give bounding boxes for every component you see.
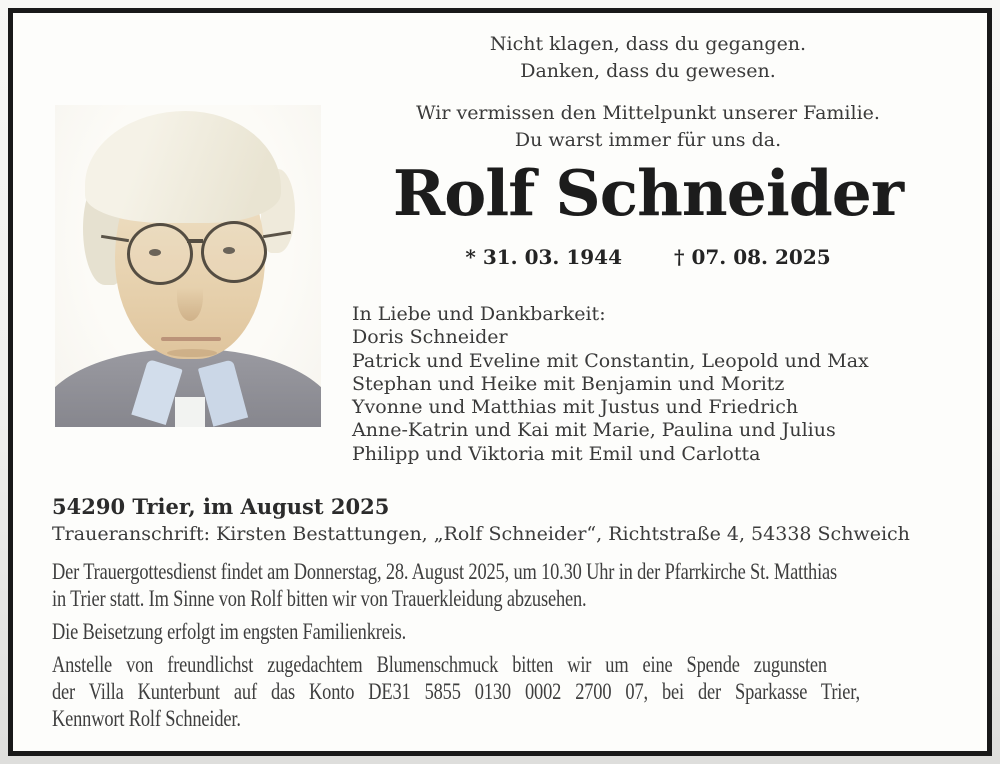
mourning-address: Traueranschrift: Kirsten Bestattungen, „Rolf Schneider“, Richtstraße 4, 54338 Schweich (52, 523, 910, 545)
family-intro: In Liebe und Dankbarkeit: (352, 303, 606, 325)
verse-line: Nicht klagen, dass du gegangen. (489, 33, 807, 55)
family-member: Anne-Katrin und Kai mit Marie, Paulina und Julius (352, 419, 836, 442)
deceased-name: Rolf Schneider (392, 156, 904, 230)
death-cross-symbol: † (674, 245, 685, 269)
city-and-date: 54290 Trier, im August 2025 (52, 494, 390, 519)
portrait-hair (85, 111, 281, 223)
birth-date (465, 244, 622, 270)
service-line: in Trier statt. Im Sinne von Rolf bitten wir von Trauerkleidung abzusehen. (52, 585, 587, 611)
tribute-text (343, 100, 953, 154)
death-date-value: 07. 08. 2025 (691, 245, 831, 269)
family-member: Yvonne und Matthias mit Justus und Friedrich (352, 396, 799, 419)
family-member: Philipp und Viktoria mit Emil und Carlotta (352, 442, 761, 465)
service-line: Der Trauergottesdienst findet am Donnerstag, 28. August 2025, um 10.30 Uhr in der Pfarrkirche St. Matthias (52, 559, 838, 584)
death-date (674, 244, 831, 270)
donation-info (52, 651, 1000, 732)
burial-line: Die Beisetzung erfolgt im engsten Familienkreis. (52, 619, 407, 644)
life-dates (343, 244, 953, 270)
portrait-photo (55, 105, 321, 427)
tribute-line: Du warst immer für uns da. (514, 129, 782, 151)
tribute-line: Wir vermissen den Mittelpunkt unserer Familie. (416, 102, 880, 124)
donation-line: Kennwort Rolf Schneider. (52, 706, 241, 731)
glasses-bridge (187, 239, 203, 243)
verse-line: Danken, dass du gewesen. (520, 60, 776, 82)
portrait-mouth (161, 337, 221, 341)
portrait-shirt (175, 397, 205, 427)
donation-line: Anstelle von freundlichst zugedachtem Blumenschmuck bitten wir um eine Spende zugunsten (52, 652, 827, 677)
burial-info (52, 619, 1000, 645)
birth-star-symbol: * (465, 245, 476, 269)
birth-date-value: 31. 03. 1944 (482, 245, 622, 269)
glasses-left-lens (127, 223, 193, 285)
portrait-chin-shadow (167, 349, 217, 357)
family-member: Patrick und Eveline mit Constantin, Leopold und Max (352, 349, 869, 372)
portrait-nose (177, 273, 203, 321)
glasses-right-lens (201, 221, 267, 283)
service-info (52, 559, 1000, 612)
donation-line: der Villa Kunterbunt auf das Konto DE31 5855 0130 0002 2700 07, bei der Sparkasse Trier, (52, 679, 860, 704)
family-member: Doris Schneider (352, 326, 508, 349)
family-member: Stephan und Heike mit Benjamin und Moritz (352, 372, 785, 395)
family-list (352, 303, 972, 466)
obituary-frame (8, 8, 992, 756)
opening-verse (343, 31, 953, 85)
